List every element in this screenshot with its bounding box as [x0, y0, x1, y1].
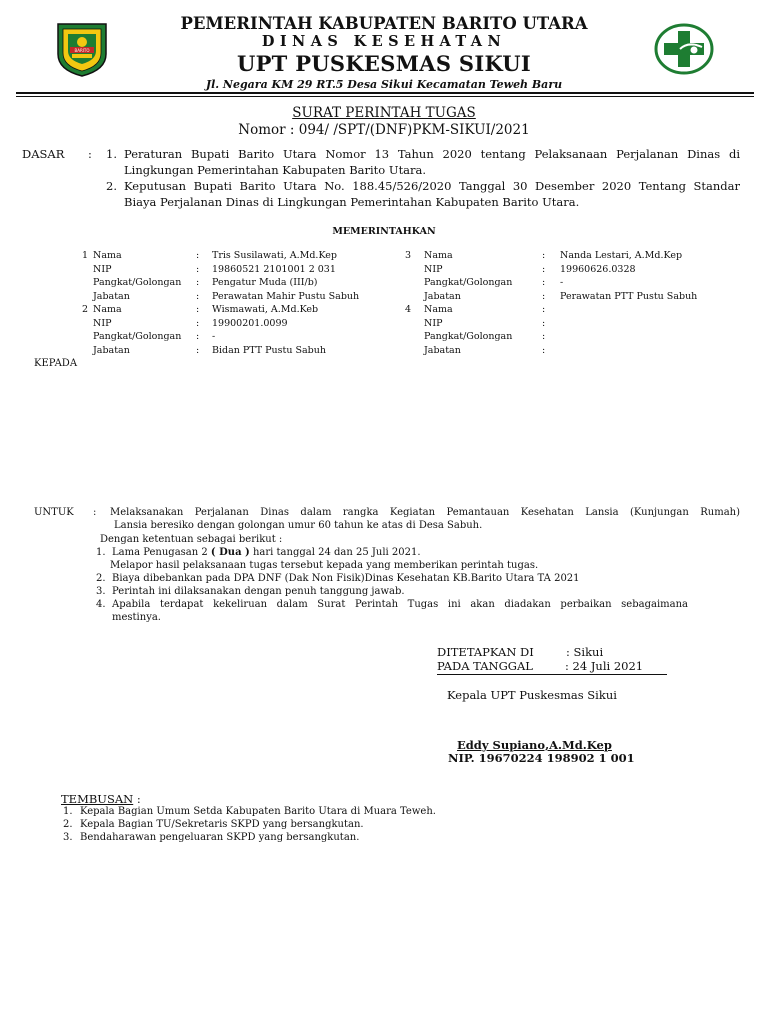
ketentuan-1-num: 1.: [96, 547, 106, 558]
person-2-nip-colon: :: [196, 318, 200, 329]
ketentuan-1-line2: Melapor hasil pelaksanaan tugas tersebut kepada yang memberikan perintah tugas.: [110, 560, 539, 571]
person-2-nama-colon: :: [196, 304, 200, 315]
signatory-position: Kepala UPT Puskesmas Sikui: [447, 688, 617, 702]
untuk-line2: Lansia beresiko dengan golongan umur 60 tahun ke atas di Desa Sabuh.: [114, 520, 483, 531]
person-2-nama: Wismawati, A.Md.Keb: [212, 304, 319, 315]
tembusan-1-num: 1.: [63, 806, 73, 817]
person-2-nip: 19900201.0099: [212, 318, 288, 329]
dasar-item-1-line1: Peraturan Bupati Barito Utara Nomor 13 Tahun 2020 tentang Pelaksanaan Perjalanan Dinas di: [124, 147, 740, 161]
person-1-pangkat-colon: :: [196, 277, 200, 288]
person-3-nip-colon: :: [542, 264, 546, 275]
person-3-jabatan-colon: :: [542, 291, 546, 302]
person-2-nip-label: NIP: [93, 318, 112, 329]
ditetapkan-label: DITETAPKAN DI: [437, 645, 534, 659]
tanggal-value: : 24 Juli 2021: [565, 659, 644, 673]
ketentuan-3-num: 3.: [96, 586, 106, 597]
person-3-jabatan-label: Jabatan: [424, 291, 461, 302]
untuk-colon: :: [93, 507, 97, 518]
header-rule-thin: [16, 96, 754, 97]
ketentuan-4-line1: Apabila terdapat kekeliruan dalam Surat Perintah Tugas ini akan diadakan perbaikan sebagaimana: [112, 599, 688, 610]
person-4-jabatan-label: Jabatan: [424, 345, 461, 356]
person-1-jabatan-label: Jabatan: [93, 291, 130, 302]
ketentuan-2-text: Biaya dibebankan pada DPA DNF (Dak Non Fisik)Dinas Kesehatan KB.Barito Utara TA 2021: [112, 573, 580, 584]
person-4-nip-label: NIP: [424, 318, 443, 329]
ketentuan-1-text: Lama Penugasan 2 ( Dua ) hari tanggal 24 dan 25 Juli 2021.: [112, 547, 421, 558]
ketentuan-3-text: Perintah ini dilaksanakan dengan penuh tanggung jawab.: [112, 586, 405, 597]
tembusan-2-num: 2.: [63, 819, 73, 830]
emblem-ribbon-text: BARITO: [74, 48, 90, 53]
memerintahkan-heading: MEMERINTAHKAN: [332, 226, 436, 237]
person-3-nama: Nanda Lestari, A.Md.Kep: [560, 250, 683, 261]
header-rule-thick: [16, 92, 754, 94]
person-4-nip-colon: :: [542, 318, 546, 329]
person-2-pangkat-label: Pangkat/Golongan: [93, 331, 182, 342]
person-4-nama-colon: :: [542, 304, 546, 315]
person-1-nip-label: NIP: [93, 264, 112, 275]
person-1-jabatan-colon: :: [196, 291, 200, 302]
tanggal-underline: [437, 674, 667, 675]
tembusan-3-text: Bendaharawan pengeluaran SKPD yang bersangkutan.: [80, 832, 360, 843]
document-title: SURAT PERINTAH TUGAS: [292, 105, 476, 121]
person-1-nama-colon: :: [196, 250, 200, 261]
untuk-label: UNTUK: [34, 507, 74, 518]
dasar-item-2-num: 2.: [106, 179, 117, 193]
person-3-num: 3: [405, 250, 412, 261]
person-1-jabatan: Perawatan Mahir Pustu Sabuh: [212, 291, 360, 302]
tembusan-heading: TEMBUSAN :: [61, 792, 141, 806]
ketentuan-4-num: 4.: [96, 599, 106, 610]
header-department: DINAS KESEHATAN: [261, 33, 507, 50]
person-1-num: 1: [82, 250, 89, 261]
person-3-nip-label: NIP: [424, 264, 443, 275]
tanggal-label: PADA TANGGAL: [437, 659, 533, 673]
document-number: Nomor : 094/ /SPT/(DNF)PKM-SIKUI/2021: [238, 122, 530, 138]
person-4-num: 4: [405, 304, 412, 315]
person-1-nip-colon: :: [196, 264, 200, 275]
person-1-pangkat-label: Pangkat/Golongan: [93, 277, 182, 288]
tembusan-3-num: 3.: [63, 832, 73, 843]
person-1-nip: 19860521 2101001 2 031: [212, 264, 336, 275]
person-4-nama-label: Nama: [424, 304, 453, 315]
kepada-label: KEPADA: [34, 358, 78, 369]
dasar-item-2-line1: Keputusan Bupati Barito Utara No. 188.45/526/2020 Tanggal 30 Desember 2020 Tentang Standar: [124, 179, 740, 193]
dasar-label: DASAR: [22, 147, 65, 161]
dasar-item-2-line2: Biaya Perjalanan Dinas di Lingkungan Pemerintahan Kabupaten Barito Utara.: [124, 195, 580, 209]
person-2-jabatan-colon: :: [196, 345, 200, 356]
person-1-pangkat: Pengatur Muda (III/b): [212, 277, 318, 288]
person-1-nama: Tris Susilawati, A.Md.Kep: [212, 250, 337, 261]
person-2-num: 2: [82, 304, 89, 315]
ketentuan-2-num: 2.: [96, 573, 106, 584]
person-2-jabatan: Bidan PTT Pustu Sabuh: [212, 345, 326, 356]
ketentuan-heading: Dengan ketentuan sebagai berikut :: [100, 534, 283, 545]
person-3-nip: 19960626.0328: [560, 264, 636, 275]
person-3-pangkat-colon: :: [542, 277, 546, 288]
person-3-jabatan: Perawatan PTT Pustu Sabuh: [560, 291, 698, 302]
person-2-pangkat-colon: :: [196, 331, 200, 342]
tembusan-label: TEMBUSAN: [61, 792, 134, 806]
person-3-pangkat: -: [560, 277, 564, 288]
person-1-nama-label: Nama: [93, 250, 122, 261]
header-government: PEMERINTAH KABUPATEN BARITO UTARA: [180, 14, 588, 33]
person-3-nama-label: Nama: [424, 250, 453, 261]
person-3-nama-colon: :: [542, 250, 546, 261]
ditetapkan-value: : Sikui: [566, 645, 604, 659]
person-4-jabatan-colon: :: [542, 345, 546, 356]
dasar-item-1-num: 1.: [106, 147, 117, 161]
ketentuan-4-line2: mestinya.: [112, 612, 161, 623]
signatory-name: Eddy Supiano,A.Md.Kep: [457, 738, 612, 752]
person-2-nama-label: Nama: [93, 304, 122, 315]
untuk-line1: Melaksanakan Perjalanan Dinas dalam rangka Kegiatan Pemantauan Kesehatan Lansia (Kunjungan Rumah): [110, 507, 740, 518]
dasar-colon: :: [88, 147, 92, 161]
person-2-pangkat: -: [212, 331, 216, 342]
dasar-item-1-line2: Lingkungan Pemerintahan Kabupaten Barito Utara.: [124, 163, 427, 177]
person-4-pangkat-colon: :: [542, 331, 546, 342]
person-3-pangkat-label: Pangkat/Golongan: [424, 277, 513, 288]
person-2-jabatan-label: Jabatan: [93, 345, 130, 356]
tembusan-1-text: Kepala Bagian Umum Setda Kabupaten Barito Utara di Muara Teweh.: [80, 806, 436, 817]
header-address: Jl. Negara KM 29 RT.5 Desa Sikui Kecamatan Teweh Baru: [205, 78, 563, 91]
signatory-nip: NIP. 19670224 198902 1 001: [448, 751, 635, 765]
header-institution: UPT PUSKESMAS SIKUI: [236, 51, 532, 76]
tembusan-2-text: Kepala Bagian TU/Sekretaris SKPD yang bersangkutan.: [80, 819, 364, 830]
person-4-pangkat-label: Pangkat/Golongan: [424, 331, 513, 342]
